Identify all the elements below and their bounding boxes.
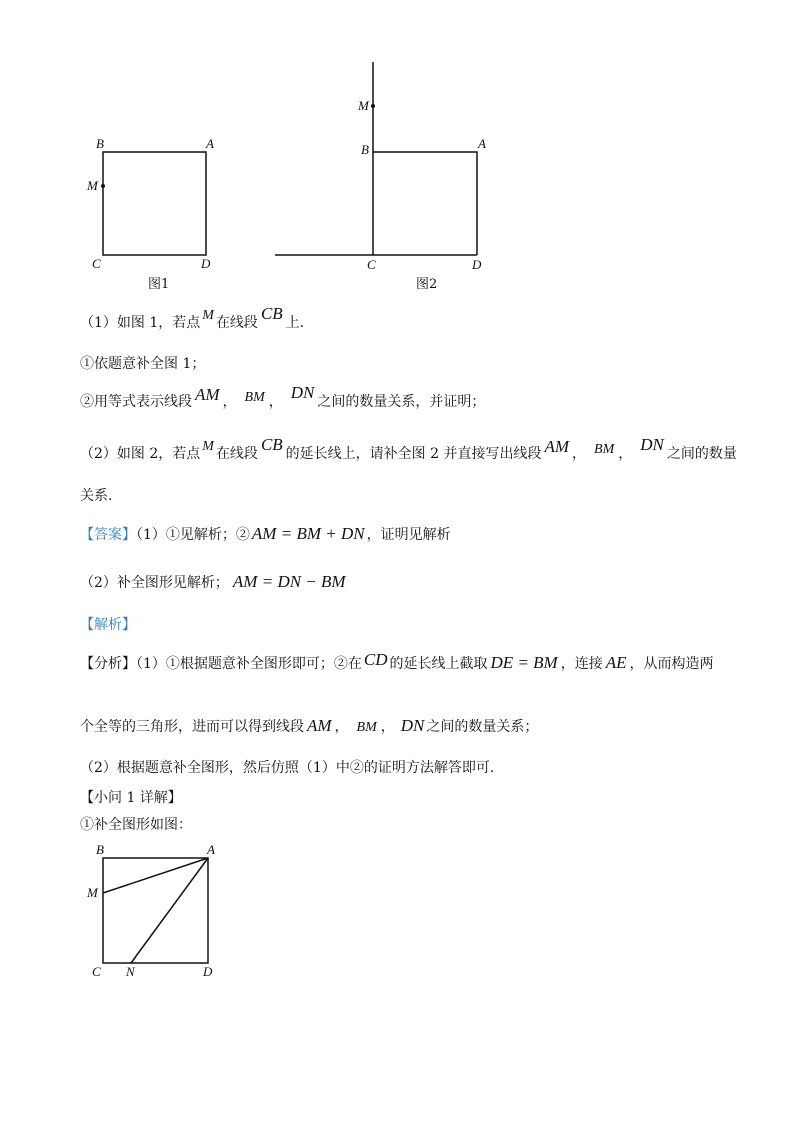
- fig3-label-a: A: [207, 842, 215, 857]
- question-item2: ②用等式表示线段 AM ， BM ， DN 之间的数量关系，并证明；: [80, 383, 486, 410]
- answer-label: 【答案】: [80, 527, 136, 543]
- fig2-caption: 图2: [416, 277, 438, 292]
- analysis-part2: （2）根据题意补全图形，然后仿照（1）中②的证明方法解答即可.: [80, 760, 495, 776]
- fig2-label-d: D: [472, 257, 482, 272]
- fig1-label-m: M: [87, 178, 98, 193]
- analysis-step1: ①补全图形如图：: [80, 817, 192, 833]
- fig3-label-b: B: [96, 842, 104, 857]
- fig3-segment-an: [131, 858, 208, 963]
- figure-2: [275, 62, 477, 255]
- analysis-sub1-heading: 【小问 1 详解】: [80, 790, 182, 806]
- question-part2-continuation: 关系.: [80, 488, 113, 504]
- question-item1: ①依题意补全图 1；: [80, 356, 206, 372]
- fig2-square-sides: [373, 152, 477, 255]
- figure-1: [103, 152, 206, 255]
- fig3-label-m: M: [87, 885, 98, 900]
- answer-line2: （2）补全图形见解析； AM = DN − BM: [80, 572, 346, 591]
- fig3-segment-am: [103, 858, 208, 893]
- fig2-label-b: B: [361, 142, 369, 157]
- fig1-label-b: B: [96, 136, 104, 151]
- fig1-square: [103, 152, 206, 255]
- question-part2: （2）如图 2，若点 M 在线段 CB 的延长线上，请补全图 2 并直接写出线段 AM ， BM ， DN 之间的数量: [80, 435, 737, 462]
- fig1-label-a: A: [206, 136, 214, 151]
- fig1-point-m: [101, 184, 105, 188]
- question-part1: （1）如图 1，若点 M 在线段 CB 上.: [80, 304, 305, 331]
- fig2-label-a: A: [478, 136, 486, 151]
- analysis-continuation: 个全等的三角形，进而可以得到线段 AM ， BM ， DN 之间的数量关系；: [80, 716, 539, 735]
- fig1-label-d: D: [201, 256, 211, 271]
- fig3-label-c: C: [92, 964, 101, 979]
- analysis-fenxi: 【分析】（1）①根据题意补全图形即可；②在 CD 的延长线上截取 DE = BM ，连接 AE ，从而构造两: [80, 650, 714, 672]
- fig1-caption: 图1: [148, 277, 170, 292]
- analysis-label: 【解析】: [80, 617, 136, 633]
- answer-line1: 【答案】（1）①见解析；② AM = BM + DN ，证明见解析: [80, 524, 451, 543]
- fig2-label-c: C: [367, 257, 376, 272]
- fig3-label-n: N: [126, 964, 135, 979]
- fig3-label-d: D: [203, 964, 213, 979]
- fig2-label-m: M: [358, 98, 369, 113]
- fig1-label-c: C: [92, 256, 101, 271]
- figure-3: [103, 858, 208, 963]
- fig2-point-m: [371, 104, 375, 108]
- fig3-square: [103, 858, 208, 963]
